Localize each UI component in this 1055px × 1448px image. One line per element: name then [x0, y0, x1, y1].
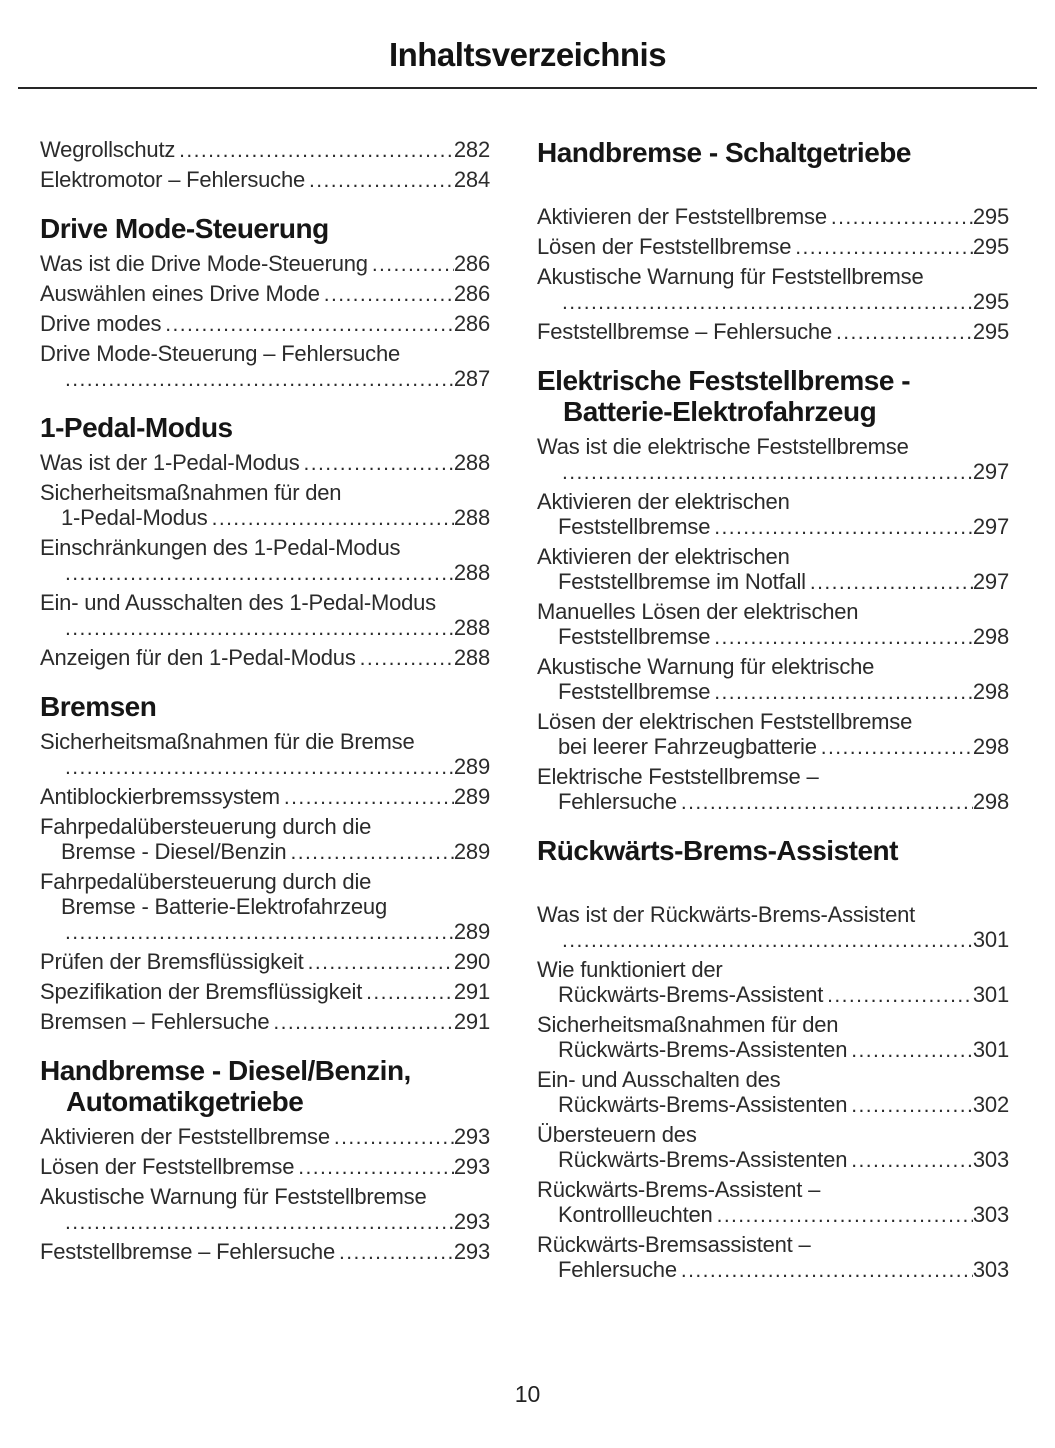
toc-entry — [537, 709, 1009, 760]
dot-leader — [339, 1239, 454, 1265]
toc-entry-line — [537, 679, 1009, 705]
page-title: Inhaltsverzeichnis — [388, 36, 667, 73]
toc-entry-line — [40, 645, 490, 671]
page-ref: 289 — [453, 839, 490, 864]
toc-entry-line — [537, 204, 1009, 230]
toc-section — [40, 1055, 490, 1265]
entry-text: Akustische Warnung für elektrische — [537, 654, 875, 679]
page-header — [0, 36, 1055, 89]
dot-leader — [562, 459, 973, 485]
page-number: 10 — [514, 1381, 541, 1407]
toc-entry-line — [40, 839, 490, 865]
dot-leader — [298, 1154, 454, 1180]
dot-leader — [795, 234, 973, 260]
entry-text: Rückwärts-Bremsassistent – — [537, 1232, 811, 1257]
toc-entry-line — [40, 814, 490, 839]
toc-entry — [40, 1239, 490, 1265]
entry-text: Drive modes — [40, 311, 162, 336]
entry-text: Prüfen der Bremsflüssigkeit — [40, 949, 304, 974]
dot-leader — [714, 514, 973, 540]
dot-leader — [831, 204, 973, 230]
dot-leader — [821, 734, 973, 760]
toc-entry-line — [537, 1122, 1009, 1147]
dot-leader — [273, 1009, 454, 1035]
section-heading — [537, 137, 1009, 168]
entry-text: Lösen der Feststellbremse — [40, 1154, 295, 1179]
dot-leader — [284, 784, 454, 810]
section-heading — [40, 1055, 490, 1117]
toc-entry-line — [40, 1209, 490, 1235]
toc-entry-line — [537, 654, 1009, 679]
toc-entry — [537, 1232, 1009, 1283]
toc-entry — [537, 1122, 1009, 1173]
toc-entry-line — [537, 514, 1009, 540]
dot-leader — [65, 1209, 454, 1235]
page-ref: 287 — [453, 366, 490, 391]
toc-entry — [537, 489, 1009, 540]
dot-leader — [65, 615, 454, 641]
entry-text: Feststellbremse im Notfall — [558, 569, 806, 594]
entry-text: Was ist die Drive Mode-Steuerung — [40, 251, 368, 276]
dot-leader — [65, 366, 454, 392]
page-ref: 297 — [972, 514, 1009, 539]
toc-entry-line — [537, 902, 1009, 927]
toc-entry — [537, 234, 1009, 260]
dot-leader — [372, 251, 454, 277]
entry-text: Feststellbremse — [558, 679, 711, 704]
entry-text: Fehlersuche — [558, 1257, 677, 1282]
page-ref: 298 — [972, 679, 1009, 704]
entry-text: Einschränkungen des 1-Pedal-Modus — [40, 535, 401, 560]
toc-entry — [40, 480, 490, 531]
toc-entry — [537, 902, 1009, 953]
toc-section — [537, 365, 1009, 815]
toc-entry-line — [40, 869, 490, 894]
dot-leader — [851, 1147, 973, 1173]
page-ref: 293 — [453, 1154, 490, 1179]
toc-entry-line — [537, 319, 1009, 345]
page-ref: 289 — [453, 754, 490, 779]
page-ref: 293 — [453, 1209, 490, 1234]
entry-text: Sicherheitsmaßnahmen für die Bremse — [40, 729, 415, 754]
entry-text: Feststellbremse – Fehlersuche — [40, 1239, 335, 1264]
toc-columns — [0, 89, 1055, 1287]
toc-entry — [40, 1184, 490, 1235]
toc-section — [40, 412, 490, 671]
entry-text: Was ist der Rückwärts-Brems-Assistent — [537, 902, 916, 927]
page-ref: 284 — [453, 167, 490, 192]
entry-text: Rückwärts-Brems-Assistent — [558, 982, 824, 1007]
toc-entry-line — [537, 957, 1009, 982]
toc-section — [537, 137, 1009, 345]
entry-text: Akustische Warnung für Feststellbremse — [40, 1184, 427, 1209]
toc-section — [40, 213, 490, 392]
toc-entry-line — [40, 366, 490, 392]
toc-entry — [537, 1012, 1009, 1063]
section-heading-line: Drive Mode-Steuerung — [40, 213, 329, 244]
page-ref: 295 — [972, 319, 1009, 344]
toc-entry — [40, 869, 490, 945]
page-ref: 288 — [453, 645, 490, 670]
toc-entry — [537, 434, 1009, 485]
page-ref: 288 — [453, 450, 490, 475]
toc-entry-line — [537, 1067, 1009, 1092]
entry-text: Bremse - Diesel/Benzin — [61, 839, 287, 864]
toc-entry-line — [40, 480, 490, 505]
toc-entry — [40, 311, 490, 337]
toc-entry-line — [537, 234, 1009, 260]
section-heading — [537, 835, 1009, 866]
page-ref: 297 — [972, 459, 1009, 484]
toc-entry — [40, 535, 490, 586]
dot-leader — [366, 979, 454, 1005]
entry-text: Lösen der elektrischen Feststellbremse — [537, 709, 913, 734]
toc-entry-line — [40, 341, 490, 366]
page-ref: 290 — [453, 949, 490, 974]
entry-text: Sicherheitsmaßnahmen für den — [537, 1012, 839, 1037]
dot-leader — [714, 679, 973, 705]
entry-text: Was ist die elektrische Feststellbremse — [537, 434, 909, 459]
entry-text: Bremse - Batterie-Elektrofahrzeug — [61, 894, 387, 919]
toc-entry — [537, 1177, 1009, 1228]
entry-text: Aktivieren der elektrischen — [537, 489, 790, 514]
dot-leader — [324, 281, 454, 307]
toc-entry-line — [537, 764, 1009, 789]
page-ref: 288 — [453, 505, 490, 530]
entry-text: Akustische Warnung für Feststellbremse — [537, 264, 924, 289]
dot-leader — [179, 137, 454, 163]
toc-entry-line — [40, 729, 490, 754]
toc-entry-line — [537, 982, 1009, 1008]
toc-entry-line — [40, 754, 490, 780]
dot-leader — [827, 982, 973, 1008]
page-ref: 291 — [453, 1009, 490, 1034]
toc-entry-line — [537, 1177, 1009, 1202]
section-heading-line: Rückwärts-Brems-Assistent — [537, 835, 898, 866]
toc-entry-line — [40, 784, 490, 810]
dot-leader — [836, 319, 973, 345]
section-heading-line: Elektrische Feststellbremse - — [537, 365, 911, 396]
toc-entry-line — [40, 919, 490, 945]
toc-entry-line — [537, 544, 1009, 569]
toc-entry — [40, 1124, 490, 1150]
toc-section — [537, 835, 1009, 1283]
toc-column-right — [537, 137, 1009, 1287]
toc-entry-line — [40, 1154, 490, 1180]
toc-entry — [40, 167, 490, 193]
page-ref: 286 — [453, 311, 490, 336]
toc-entry-line — [40, 137, 490, 163]
toc-entry-line — [537, 927, 1009, 953]
toc-entry — [40, 949, 490, 975]
entry-text: Rückwärts-Brems-Assistenten — [558, 1037, 848, 1062]
dot-leader — [681, 1257, 973, 1283]
dot-leader — [810, 569, 973, 595]
entry-text: Auswählen eines Drive Mode — [40, 281, 320, 306]
page-ref: 298 — [972, 624, 1009, 649]
toc-entry-line — [537, 569, 1009, 595]
dot-leader — [290, 839, 453, 865]
entry-text: Fahrpedalübersteuerung durch die — [40, 869, 372, 894]
entry-text: Drive Mode-Steuerung – Fehlersuche — [40, 341, 401, 366]
dot-leader — [308, 949, 454, 975]
toc-entry — [40, 281, 490, 307]
entry-text: Anzeigen für den 1-Pedal-Modus — [40, 645, 356, 670]
entry-text: Elektrische Feststellbremse – — [537, 764, 819, 789]
entry-text: Aktivieren der Feststellbremse — [537, 204, 827, 229]
toc-entry-line — [537, 1012, 1009, 1037]
toc-entry — [537, 654, 1009, 705]
toc-entry-line — [537, 1092, 1009, 1118]
toc-section — [40, 137, 490, 193]
toc-entry-line — [537, 624, 1009, 650]
toc-entry-line — [40, 450, 490, 476]
section-heading — [537, 365, 1009, 427]
section-heading — [40, 213, 490, 244]
entry-text: Fehlersuche — [558, 789, 677, 814]
toc-entry — [40, 729, 490, 780]
section-heading-line: Batterie-Elektrofahrzeug — [563, 396, 877, 427]
entry-text: Rückwärts-Brems-Assistent – — [537, 1177, 821, 1202]
toc-entry-line — [40, 979, 490, 1005]
page-ref: 295 — [972, 204, 1009, 229]
toc-entry-line — [40, 311, 490, 337]
toc-section — [40, 691, 490, 1035]
page-ref: 288 — [453, 560, 490, 585]
toc-entry-line — [40, 251, 490, 277]
entry-text: Spezifikation der Bremsflüssigkeit — [40, 979, 363, 1004]
entry-text: 1-Pedal-Modus — [61, 505, 208, 530]
entry-text: Rückwärts-Brems-Assistenten — [558, 1147, 848, 1172]
page-ref: 301 — [972, 1037, 1009, 1062]
page-ref: 288 — [453, 615, 490, 640]
toc-entry-line — [537, 289, 1009, 315]
entry-text: Übersteuern des — [537, 1122, 697, 1147]
toc-entry — [40, 1009, 490, 1035]
entry-text: Ein- und Ausschalten des 1-Pedal-Modus — [40, 590, 436, 615]
dot-leader — [309, 167, 454, 193]
entry-text: Wegrollschutz — [40, 137, 176, 162]
toc-entry — [537, 544, 1009, 595]
entry-text: Antiblockierbremssystem — [40, 784, 280, 809]
page-ref: 286 — [453, 281, 490, 306]
toc-entry-line — [537, 489, 1009, 514]
toc-entry — [537, 957, 1009, 1008]
dot-leader — [717, 1202, 973, 1228]
toc-entry-line — [537, 1147, 1009, 1173]
toc-entry — [40, 979, 490, 1005]
dot-leader — [562, 927, 973, 953]
dot-leader — [851, 1092, 973, 1118]
page-ref: 282 — [453, 137, 490, 162]
page-ref: 303 — [972, 1147, 1009, 1172]
toc-entry-line — [40, 1184, 490, 1209]
dot-leader — [165, 311, 454, 337]
toc-entry-line — [537, 709, 1009, 734]
page-ref: 295 — [972, 289, 1009, 314]
toc-entry-line — [537, 434, 1009, 459]
toc-entry — [537, 764, 1009, 815]
toc-entry-line — [537, 1202, 1009, 1228]
section-heading-line: 1-Pedal-Modus — [40, 412, 233, 443]
toc-entry-line — [537, 264, 1009, 289]
page-ref: 298 — [972, 789, 1009, 814]
toc-entry-line — [40, 167, 490, 193]
toc-entry-line — [40, 894, 490, 919]
page-ref: 289 — [453, 784, 490, 809]
dot-leader — [65, 560, 454, 586]
toc-entry — [40, 1154, 490, 1180]
toc-entry — [40, 251, 490, 277]
dot-leader — [851, 1037, 973, 1063]
section-heading — [40, 412, 490, 443]
dot-leader — [304, 450, 454, 476]
dot-leader — [65, 754, 454, 780]
entry-text: Fahrpedalübersteuerung durch die — [40, 814, 372, 839]
toc-entry — [40, 645, 490, 671]
toc-entry-line — [40, 1009, 490, 1035]
dot-leader — [681, 789, 973, 815]
toc-entry-line — [537, 1037, 1009, 1063]
toc-entry — [537, 264, 1009, 315]
toc-entry-line — [40, 281, 490, 307]
page-ref: 286 — [453, 251, 490, 276]
dot-leader — [360, 645, 454, 671]
entry-text: Elektromotor – Fehlersuche — [40, 167, 306, 192]
page-ref: 293 — [453, 1124, 490, 1149]
entry-text: Manuelles Lösen der elektrischen — [537, 599, 859, 624]
toc-entry-line — [40, 949, 490, 975]
toc-entry — [537, 204, 1009, 230]
entry-text: bei leerer Fahrzeugbatterie — [558, 734, 817, 759]
toc-entry — [40, 590, 490, 641]
page-ref: 303 — [972, 1257, 1009, 1282]
toc-entry-line — [537, 734, 1009, 760]
entry-text: Sicherheitsmaßnahmen für den — [40, 480, 342, 505]
toc-entry — [40, 137, 490, 163]
entry-text: Wie funktioniert der — [537, 957, 723, 982]
toc-entry — [40, 450, 490, 476]
section-heading-line: Handbremse - Schaltgetriebe — [537, 137, 911, 168]
entry-text: Feststellbremse — [558, 624, 711, 649]
toc-entry-line — [40, 1239, 490, 1265]
page-ref: 303 — [972, 1202, 1009, 1227]
entry-text: Ein- und Ausschalten des — [537, 1067, 781, 1092]
section-heading-line: Automatikgetriebe — [66, 1086, 304, 1117]
page-ref: 301 — [972, 927, 1009, 952]
dot-leader — [65, 919, 454, 945]
page-ref: 298 — [972, 734, 1009, 759]
entry-text: Feststellbremse — [558, 514, 711, 539]
page-ref: 293 — [453, 1239, 490, 1264]
toc-entry-line — [40, 1124, 490, 1150]
entry-text: Rückwärts-Brems-Assistenten — [558, 1092, 848, 1117]
toc-entry — [40, 341, 490, 392]
toc-entry-line — [40, 505, 490, 531]
entry-text: Aktivieren der Feststellbremse — [40, 1124, 330, 1149]
page-ref: 291 — [453, 979, 490, 1004]
page-ref: 297 — [972, 569, 1009, 594]
section-heading-line: Bremsen — [40, 691, 157, 722]
page-ref: 289 — [453, 919, 490, 944]
section-heading-line: Handbremse - Diesel/Benzin, — [40, 1055, 411, 1086]
toc-entry — [40, 784, 490, 810]
toc-entry — [537, 319, 1009, 345]
toc-entry-line — [40, 615, 490, 641]
toc-entry-line — [40, 590, 490, 615]
entry-text: Bremsen – Fehlersuche — [40, 1009, 270, 1034]
toc-entry-line — [537, 789, 1009, 815]
dot-leader — [562, 289, 973, 315]
dot-leader — [714, 624, 973, 650]
section-heading — [40, 691, 490, 722]
page-ref: 301 — [972, 982, 1009, 1007]
toc-entry-line — [40, 535, 490, 560]
toc-entry — [40, 814, 490, 865]
dot-leader — [212, 505, 454, 531]
dot-leader — [334, 1124, 454, 1150]
page-ref: 302 — [972, 1092, 1009, 1117]
toc-entry — [537, 1067, 1009, 1118]
toc-column-left — [40, 137, 490, 1287]
page-ref: 295 — [972, 234, 1009, 259]
entry-text: Lösen der Feststellbremse — [537, 234, 792, 259]
entry-text: Kontrollleuchten — [558, 1202, 713, 1227]
toc-entry-line — [537, 599, 1009, 624]
toc-entry — [537, 599, 1009, 650]
toc-entry-line — [40, 560, 490, 586]
entry-text: Aktivieren der elektrischen — [537, 544, 790, 569]
toc-entry-line — [537, 459, 1009, 485]
entry-text: Was ist der 1-Pedal-Modus — [40, 450, 300, 475]
toc-entry-line — [537, 1257, 1009, 1283]
toc-entry-line — [537, 1232, 1009, 1257]
entry-text: Feststellbremse – Fehlersuche — [537, 319, 832, 344]
